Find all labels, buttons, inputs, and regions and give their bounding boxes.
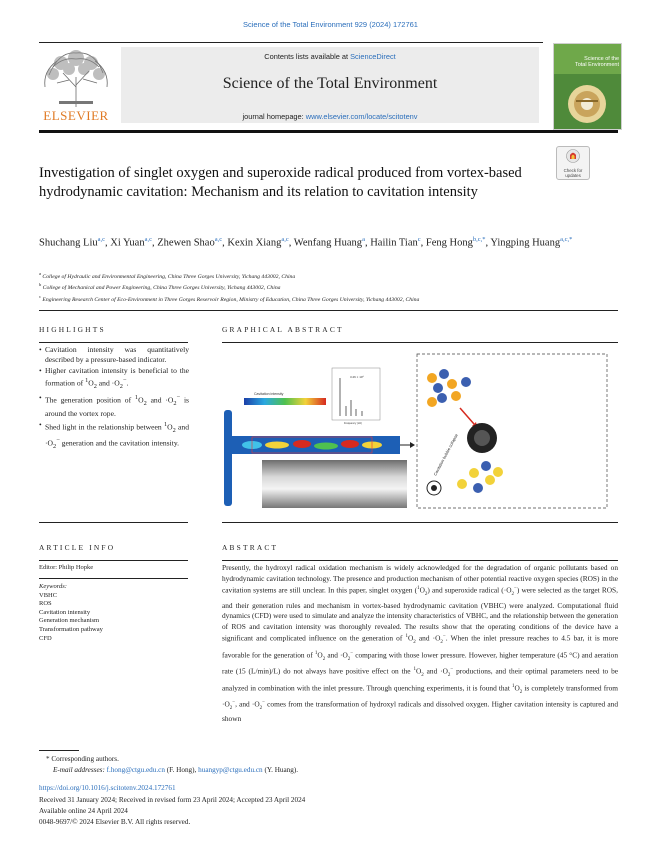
journal-reference[interactable]: Science of the Total Environment 929 (2024) 172761 bbox=[243, 20, 418, 29]
abstract-segment: and bbox=[415, 633, 433, 643]
superoxide-main: ·O bbox=[440, 666, 448, 676]
author-name[interactable]: Wenfang Huang bbox=[293, 237, 363, 249]
highlight-text: is around the vortex rope. bbox=[45, 395, 190, 419]
singlet-oxygen-sup: 1 bbox=[511, 683, 515, 689]
abstract-heading: ABSTRACT bbox=[222, 543, 279, 552]
flow-arrowhead bbox=[410, 442, 415, 448]
affiliation-key: c bbox=[39, 293, 41, 299]
colorbar bbox=[244, 398, 326, 405]
article-info-mid-rule bbox=[39, 578, 188, 579]
keywords-label: Keywords: bbox=[39, 583, 67, 590]
highlight-item bbox=[39, 345, 189, 365]
author-name[interactable]: Feng Hong bbox=[425, 237, 473, 249]
doi-link[interactable]: https://doi.org/10.1016/j.scitotenv.2024.172761 bbox=[39, 784, 176, 792]
article-title: Investigation of singlet oxygen and superoxide radical produced from vortex-based hydrodynamic cavitation: Mechanism and its relation to cavitation intensity bbox=[39, 165, 522, 200]
superoxide-sup: − bbox=[442, 634, 446, 640]
superoxide-main: ·O bbox=[222, 699, 230, 709]
graphical-abstract-figure[interactable] bbox=[222, 348, 612, 513]
abstract-segment: . When the inlet pressure reaches to 4.5 bar, it is more favorable for the generation of bbox=[222, 633, 618, 660]
article-info-heading: ARTICLE INFO bbox=[39, 543, 116, 552]
author-affiliation-marker[interactable]: a bbox=[362, 236, 365, 243]
affiliation-rule bbox=[39, 310, 618, 311]
highlights-list bbox=[39, 345, 189, 454]
journal-name: Science of the Total Environment bbox=[222, 75, 438, 92]
highlight-text: and bbox=[175, 422, 189, 432]
superoxide-sup: − bbox=[514, 586, 517, 592]
abstract-segment: Presently, the hydroxyl radical oxidation mechanism is widely acknowledged for the degradation of organic pollutants based on hydrodynamic cavitation technology. The presence and production mechanism of other potential reactive oxygen species (ROS) in the cavitation systems are still unclear. In this paper, singlet oxygen ( bbox=[222, 563, 618, 595]
author-name[interactable]: Hailin Tian bbox=[370, 237, 418, 249]
singlet-oxygen-sub: 2 bbox=[519, 689, 523, 695]
bubble-collapse-label: Cavitation bubble collapse bbox=[432, 432, 459, 477]
abstract-segment: ) and superoxide radical ( bbox=[427, 585, 504, 595]
singlet-oxygen-main: O bbox=[317, 650, 323, 660]
keyword-item: ROS bbox=[39, 600, 52, 608]
highlight-item: • Higher cavitation intensity is beneficial to the formation of $^1O_2$ and $\cdot O_2^-$. bbox=[39, 366, 189, 392]
contents-line bbox=[121, 52, 539, 61]
check-updates-line-2: updates bbox=[565, 173, 581, 178]
editor-line: Editor: Philip Hopke bbox=[39, 564, 94, 571]
highlight-text: and bbox=[96, 378, 112, 388]
affiliation-list bbox=[39, 270, 619, 304]
email-footnote bbox=[53, 766, 298, 774]
superoxide-sub: 2 bbox=[173, 400, 177, 408]
keyword-item: Transformation pathway bbox=[39, 625, 103, 633]
singlet-oxygen-sub: 2 bbox=[143, 400, 147, 408]
footnote-rule bbox=[39, 750, 79, 751]
superoxide-sup: − bbox=[122, 376, 127, 384]
abstract-text bbox=[222, 563, 618, 725]
affiliation-text: College of Mechanical and Power Engineering, China Three Gorges University, Yichang 443002, China bbox=[42, 285, 281, 292]
singlet-oxygen-sup: 1 bbox=[413, 667, 416, 673]
affiliation-item bbox=[39, 281, 619, 292]
corresponding-footnote: * Corresponding authors. bbox=[46, 755, 119, 763]
superoxide-sub: 2 bbox=[347, 656, 351, 662]
abstract-segment: productions, and their optimal parameters need to be analyzed in combination with the inlet pressure. Through quenching experiments, it is found that bbox=[222, 666, 619, 692]
highlight-item bbox=[39, 420, 189, 452]
homepage-prefix: journal homepage: bbox=[242, 112, 306, 121]
singlet-oxygen-sub: 2 bbox=[413, 640, 416, 646]
email-name-hong: (F. Hong), bbox=[164, 766, 199, 774]
author-name[interactable]: Shuchang Liu bbox=[39, 237, 98, 249]
online-date: Available online 24 April 2024 bbox=[39, 807, 128, 815]
singlet-oxygen-sub: 2 bbox=[424, 592, 428, 597]
author-separator: , bbox=[364, 237, 371, 249]
highlight-text: Higher cavitation intensity is beneficial to the formation of bbox=[45, 366, 189, 388]
singlet-oxygen-sup: 1 bbox=[417, 586, 420, 592]
author-name[interactable]: Xi Yuan bbox=[110, 237, 145, 249]
author-affiliation-marker[interactable]: c bbox=[417, 236, 421, 243]
superoxide-main: ·O bbox=[503, 585, 512, 595]
highlights-heading: HIGHLIGHTS bbox=[39, 325, 106, 334]
superoxide-sub: 2 bbox=[229, 705, 233, 711]
superoxide-sup: − bbox=[56, 437, 60, 445]
keyword-item: CFD bbox=[39, 634, 52, 642]
abstract-segment: , and bbox=[235, 699, 252, 709]
singlet-oxygen-main: O bbox=[138, 395, 144, 405]
highlight-text: Cavitation intensity was quantitatively described by a pressure-based indicator. bbox=[45, 345, 189, 364]
cavitation-bubbles bbox=[427, 481, 441, 495]
abstract-segment: and bbox=[423, 666, 441, 676]
cover-title-line-1: Science of the bbox=[584, 56, 619, 62]
sciencedirect-link[interactable]: ScienceDirect bbox=[350, 52, 396, 61]
keywords-block bbox=[39, 583, 103, 643]
author-separator: , bbox=[288, 237, 294, 249]
spectrum-x-label: Frequency (Hz) bbox=[344, 422, 362, 425]
keyword-item: Cavitation intensity bbox=[39, 608, 91, 616]
author-name[interactable]: Yingping Huang bbox=[490, 237, 561, 249]
superoxide-sub: 2 bbox=[119, 382, 123, 390]
author-separator: , bbox=[420, 237, 426, 249]
abstract-rule bbox=[222, 560, 618, 561]
author-separator: , bbox=[152, 237, 158, 249]
abstract-segment: is completely transformed from bbox=[522, 682, 618, 692]
superoxide-main: ·O bbox=[165, 395, 174, 405]
collapsing-bubble-core bbox=[474, 430, 490, 446]
highlights-rule bbox=[39, 342, 188, 343]
header-thick-rule bbox=[39, 130, 618, 133]
singlet-oxygen-sub: 2 bbox=[322, 656, 326, 662]
superoxide-sup: − bbox=[450, 667, 454, 673]
vortex-photo bbox=[262, 460, 407, 508]
abstract-segment: comes from the transformation of hydroxyl radicals and dissolved oxygen. Higher cavitation intensity is captured and shown bbox=[222, 699, 618, 724]
singlet-oxygen-sup: 1 bbox=[163, 421, 168, 429]
highlight-text: and bbox=[146, 395, 166, 405]
author-affiliation-marker[interactable]: a,c,* bbox=[560, 236, 573, 243]
superoxide-sup: − bbox=[176, 394, 181, 402]
graphical-abstract-heading: GRAPHICAL ABSTRACT bbox=[222, 325, 344, 334]
keyword-item: VBHC bbox=[39, 591, 58, 599]
singlet-oxygen-sub: 2 bbox=[93, 382, 97, 390]
graphical-abstract-rule bbox=[222, 342, 618, 343]
email-label: E-mail addresses: bbox=[53, 766, 107, 774]
singlet-oxygen-main: O bbox=[88, 378, 94, 388]
check-updates-line-1: Check for bbox=[563, 168, 583, 173]
superoxide-sub: 2 bbox=[511, 592, 515, 597]
publisher-name: ELSEVIER bbox=[43, 108, 109, 123]
keyword-item: Generation mechanism bbox=[39, 617, 100, 625]
affiliation-item bbox=[39, 293, 619, 304]
superoxide-sup: − bbox=[232, 700, 236, 705]
highlight-item bbox=[39, 393, 189, 419]
check-updates-icon bbox=[566, 149, 580, 163]
homepage-line bbox=[121, 112, 539, 121]
cover-title-line-2: Total Environment bbox=[574, 62, 619, 68]
singlet-oxygen-sub: 2 bbox=[172, 427, 176, 435]
abstract-segment: comparing with those lower pressure. However, higher temperature (45 °C) and aeration rate (15 (L/min)/L) do not always have positive effect on the bbox=[222, 650, 618, 676]
superoxide-sub: 2 bbox=[447, 673, 451, 678]
singlet-oxygen-sup: 1 bbox=[85, 376, 89, 384]
author-affiliation-marker[interactable]: b,c,* bbox=[472, 236, 486, 243]
author-affiliation-marker[interactable]: a,c bbox=[144, 236, 153, 243]
author-name[interactable]: Zhewen Shao bbox=[157, 237, 215, 249]
homepage-link[interactable]: www.elsevier.com/locate/scitotenv bbox=[305, 112, 418, 121]
received-dates: Received 31 January 2024; Received in revised form 23 April 2024; Accepted 23 April 2024 bbox=[39, 796, 306, 804]
email-link-huang[interactable]: huangyp@ctgu.edu.cn bbox=[198, 766, 263, 774]
singlet-oxygen-main: O bbox=[419, 585, 425, 595]
affiliation-text: College of Hydraulic and Environmental Engineering, China Three Gorges University, Yichang 443002, China bbox=[42, 273, 296, 280]
header-top-rule bbox=[39, 42, 543, 43]
journal-cover-thumbnail[interactable] bbox=[553, 43, 622, 130]
superoxide-sup: − bbox=[262, 700, 265, 705]
highlight-text: generation and the cavitation intensity. bbox=[59, 438, 180, 448]
vbhc-pipe-vertical bbox=[224, 410, 232, 506]
superoxide-main: ·O bbox=[111, 378, 120, 388]
superoxide-sub: 2 bbox=[440, 640, 443, 646]
graphical-abstract-bottom-rule bbox=[222, 522, 618, 523]
superoxide-main: ·O bbox=[45, 438, 54, 448]
abstract-segment: and bbox=[325, 650, 341, 660]
singlet-oxygen-main: O bbox=[514, 682, 520, 692]
highlights-bottom-rule bbox=[39, 522, 188, 523]
oxygen-molecules bbox=[427, 369, 471, 407]
copyright-line: 0048-9697/© 2024 Elsevier B.V. All rights reserved. bbox=[39, 818, 191, 826]
author-list bbox=[39, 232, 609, 251]
superoxide-sup: − bbox=[350, 650, 354, 656]
highlight-text: Shed light in the relationship between bbox=[45, 422, 164, 432]
singlet-oxygen-sup: 1 bbox=[405, 634, 408, 640]
superoxide-main: ·O bbox=[340, 650, 348, 660]
collapse-arrow bbox=[460, 408, 474, 424]
author-separator: , bbox=[485, 237, 491, 249]
singlet-oxygen-main: O bbox=[167, 422, 173, 432]
ros-molecules bbox=[457, 461, 503, 493]
singlet-oxygen-main: O bbox=[407, 633, 414, 643]
singlet-oxygen-sup: 1 bbox=[314, 650, 318, 656]
author-separator: , bbox=[222, 237, 228, 249]
superoxide-sub: 2 bbox=[53, 443, 57, 451]
author-affiliation-marker[interactable]: a,c bbox=[97, 236, 106, 243]
author-separator: , bbox=[105, 237, 111, 249]
singlet-oxygen-main: O bbox=[415, 666, 422, 676]
singlet-oxygen-sub: 2 bbox=[421, 673, 424, 678]
affiliation-item bbox=[39, 270, 619, 281]
superoxide-main: ·O bbox=[251, 699, 260, 709]
colorbar-label: Cavitation intensity bbox=[254, 392, 284, 396]
affiliation-key: b bbox=[39, 282, 42, 288]
email-name-huang: (Y. Huang). bbox=[262, 766, 299, 774]
superoxide-main: ·O bbox=[432, 633, 441, 643]
spectrum-peak-label: 3.26 × 10⁶ bbox=[350, 375, 364, 379]
author-affiliation-marker[interactable]: a,c bbox=[281, 236, 289, 243]
check-for-updates-button[interactable] bbox=[556, 146, 590, 180]
superoxide-sub: 2 bbox=[259, 705, 263, 711]
contents-prefix: Contents lists available at bbox=[264, 52, 351, 61]
author-affiliation-marker[interactable]: a,c bbox=[214, 236, 223, 243]
affiliation-key: a bbox=[39, 271, 41, 276]
affiliation-text: Engineering Research Center of Eco-Environment in Three Gorges Reservoir Region, Ministry of Education, China Three Gorges University, Yichang 443002, China bbox=[42, 296, 420, 303]
singlet-oxygen-sup: 1 bbox=[134, 394, 139, 402]
abstract-segment: ) were selected as the target ROS, and their generation rules and mechanism in vortex-based hydrodynamic cavitation (VBHC) were analyzed. Computational fluid dynamics (CFD) were used to simulate and analyze the intensity characteristics of VBHC, and the relationship between the generation of ROS and cavitation intensity was thoroughly revealed. The results show that the operating conditions of the device have a significant and complicated influence on the generation of bbox=[222, 585, 618, 643]
author-name[interactable]: Kexin Xiang bbox=[227, 237, 282, 249]
email-link-hong[interactable]: f.hong@ctgu.edu.cn bbox=[106, 766, 165, 774]
highlight-text: The generation position of bbox=[45, 395, 135, 405]
article-info-rule bbox=[39, 560, 188, 561]
